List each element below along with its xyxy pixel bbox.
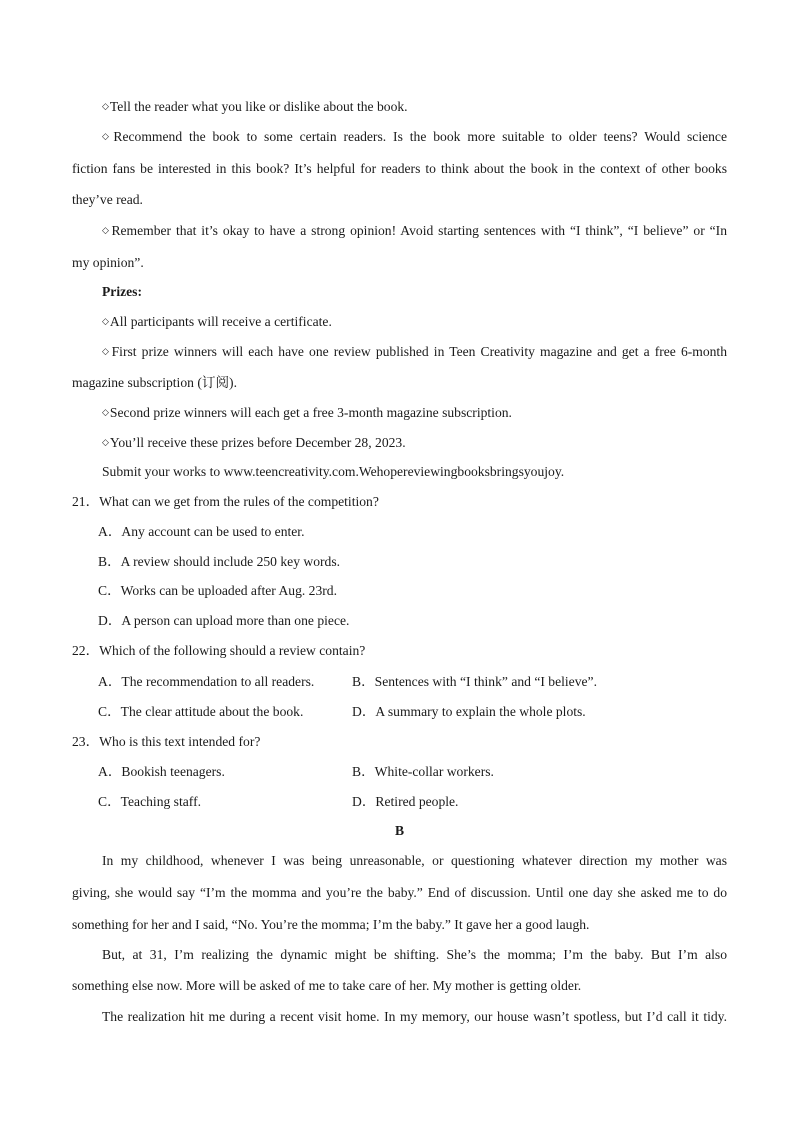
passage-b-p2-line-2: something else now. More will be asked of me to take care of her. My mother is getting older.	[72, 978, 582, 993]
tip-3-line-1: ◇Remember that it’s okay to have a strong opinion! Avoid starting sentences with “I think”, “I believe” or “In	[102, 223, 727, 238]
diamond-bullet-icon: ◇	[102, 346, 111, 356]
tip-2-line-1: ◇Recommend the book to some certain readers. Is the book more suitable to older teens? Would science	[102, 129, 728, 144]
prizes-heading: Prizes:	[102, 284, 142, 299]
section-b-title: B	[395, 823, 405, 838]
prize-4: ◇You’ll receive these prizes before December 28, 2023.	[102, 435, 406, 450]
option-21-b: B．A review should include 250 key words.	[98, 554, 341, 569]
passage-b-p1-line-1: In my childhood, whenever I was being unreasonable, or questioning whatever direction my mother was	[102, 853, 727, 868]
option-22-b: B．Sentences with “I think” and “I believe”.	[352, 674, 597, 689]
option-23-d: D．Retired people.	[352, 794, 459, 809]
diamond-bullet-icon: ◇	[102, 407, 109, 417]
diamond-bullet-icon: ◇	[102, 437, 109, 447]
submit-line: Submit your works to www.teencreativity.com.Wehopereviewingbooksbringsyoujoy.	[102, 464, 565, 479]
passage-b-p2-line-1: But, at 31, I’m realizing the dynamic might be shifting. She’s the momma; I’m the baby. But I’m also	[102, 947, 727, 962]
passage-b-p1-line-2: giving, she would say “I’m the momma and you’re the baby.” End of discussion. Until one day she asked me to do	[72, 885, 727, 900]
option-23-b: B．White-collar workers.	[352, 764, 494, 779]
prize-2-line-1: ◇First prize winners will each have one review published in Teen Creativity magazine and get a free 6-month	[102, 344, 728, 359]
question-21: 21．What can we get from the rules of the competition?	[72, 494, 379, 509]
question-22: 22．Which of the following should a review contain?	[72, 643, 366, 658]
option-22-d: D．A summary to explain the whole plots.	[352, 704, 586, 719]
diamond-bullet-icon: ◇	[102, 316, 109, 326]
tip-1: ◇Tell the reader what you like or dislike about the book.	[102, 99, 408, 114]
option-21-a: A．Any account can be used to enter.	[98, 524, 305, 539]
option-23-c: C．Teaching staff.	[98, 794, 201, 809]
passage-b-p3-line-1: The realization hit me during a recent visit home. In my memory, our house wasn’t spotless, but I’d call it tidy.	[102, 1009, 727, 1024]
option-21-c: C．Works can be uploaded after Aug. 23rd.	[98, 583, 337, 598]
option-22-c: C．The clear attitude about the book.	[98, 704, 304, 719]
diamond-bullet-icon: ◇	[102, 131, 113, 141]
prize-2-line-2: magazine subscription (订阅).	[72, 375, 237, 390]
diamond-bullet-icon: ◇	[102, 101, 109, 111]
tip-3-line-2: my opinion”.	[72, 255, 144, 270]
option-22-a: A．The recommendation to all readers.	[98, 674, 315, 689]
diamond-bullet-icon: ◇	[102, 225, 111, 235]
passage-b-p1-line-3: something for her and I said, “No. You’re the momma; I’m the baby.” It gave her a good laugh.	[72, 917, 590, 932]
prize-1: ◇All participants will receive a certificate.	[102, 314, 332, 329]
tip-2-line-3: they’ve read.	[72, 192, 143, 207]
option-21-d: D．A person can upload more than one piece.	[98, 613, 350, 628]
question-23: 23．Who is this text intended for?	[72, 734, 261, 749]
tip-2-line-2: fiction fans be interested in this book? It’s helpful for readers to think about the book in the context of other books	[72, 161, 727, 176]
option-23-a: A．Bookish teenagers.	[98, 764, 225, 779]
prize-3: ◇Second prize winners will each get a free 3-month magazine subscription.	[102, 405, 512, 420]
